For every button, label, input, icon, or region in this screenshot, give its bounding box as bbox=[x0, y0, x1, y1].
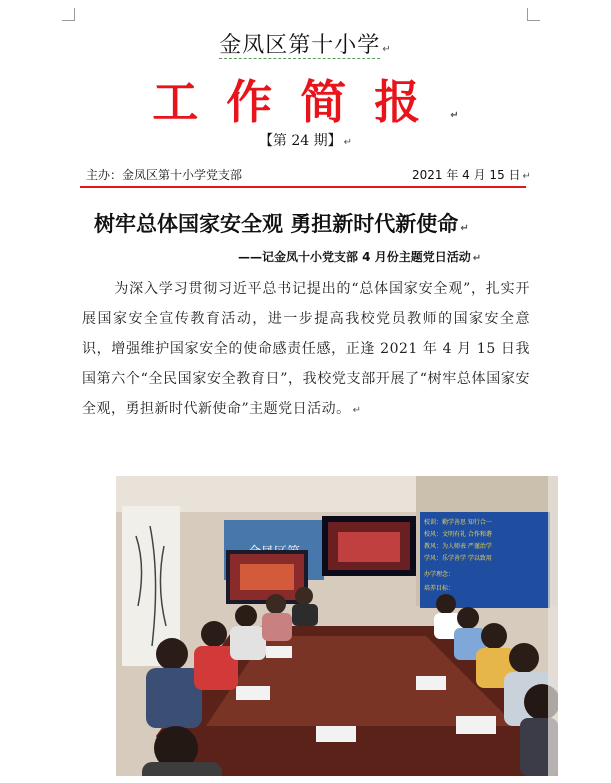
article-subheadline-text: ——记金凤十小党支部 4 月份主题党日活动 bbox=[238, 250, 471, 264]
report-title-text: 工作简报 bbox=[152, 75, 449, 129]
board-line-1: 校训：勤学善思 知行合一 bbox=[424, 519, 492, 526]
article-headline bbox=[94, 208, 469, 238]
issue-date bbox=[412, 166, 531, 183]
crop-mark-top-left bbox=[62, 8, 75, 21]
article-body bbox=[82, 274, 530, 426]
board-line-4: 学风：乐学善学 学以致用 bbox=[424, 555, 492, 562]
board-line-3: 教风：为人师表 严谨治学 bbox=[424, 543, 492, 550]
header-divider bbox=[80, 186, 526, 188]
meeting-photo-illustration bbox=[116, 476, 558, 776]
paragraph-mark-icon: ↵ bbox=[382, 44, 392, 55]
paragraph-mark-icon: ↵ bbox=[343, 137, 353, 148]
issue-number bbox=[0, 130, 611, 150]
crop-mark-top-right bbox=[527, 8, 540, 21]
board-line-5: 办学理念： bbox=[424, 571, 455, 578]
issue-date-text: 2021 年 4 月 15 日 bbox=[412, 168, 521, 182]
school-name bbox=[0, 28, 611, 59]
board-line-6: 培养目标： bbox=[424, 585, 455, 592]
paragraph-mark-icon: ↵ bbox=[460, 223, 469, 234]
board-line-2: 校风：文明有礼 合作和谐 bbox=[424, 531, 492, 538]
paragraph-mark-icon: ↵ bbox=[352, 405, 362, 416]
sponsor-line: 主办：金凤区第十小学党支部 bbox=[86, 168, 243, 182]
paragraph-mark-icon: ↵ bbox=[450, 110, 459, 121]
meeting-photo bbox=[116, 476, 558, 776]
issue-number-text: 【第 24 期】 bbox=[258, 133, 342, 149]
report-title bbox=[0, 66, 611, 132]
article-headline-text: 树牢总体国家安全观 勇担新时代新使命 bbox=[94, 211, 459, 236]
paragraph-mark-icon: ↵ bbox=[522, 171, 531, 182]
school-name-text: 金凤区第十小学 bbox=[219, 33, 381, 58]
article-subheadline bbox=[238, 248, 481, 265]
article-paragraph: 为深入学习贯彻习近平总书记提出的“总体国家安全观”，扎实开展国家安全宣传教育活动，进一步提高我校党员教师的国家安全意识，增强维护国家安全的使命感责任感，正逢 2021 年 4 月 15 日我国第六个“全民国家安全教育日”，我校党支部开展了“树牢总体国家安全观，勇担新时代新使命”主题党日活动。 bbox=[82, 281, 530, 417]
paragraph-mark-icon: ↵ bbox=[472, 253, 482, 264]
